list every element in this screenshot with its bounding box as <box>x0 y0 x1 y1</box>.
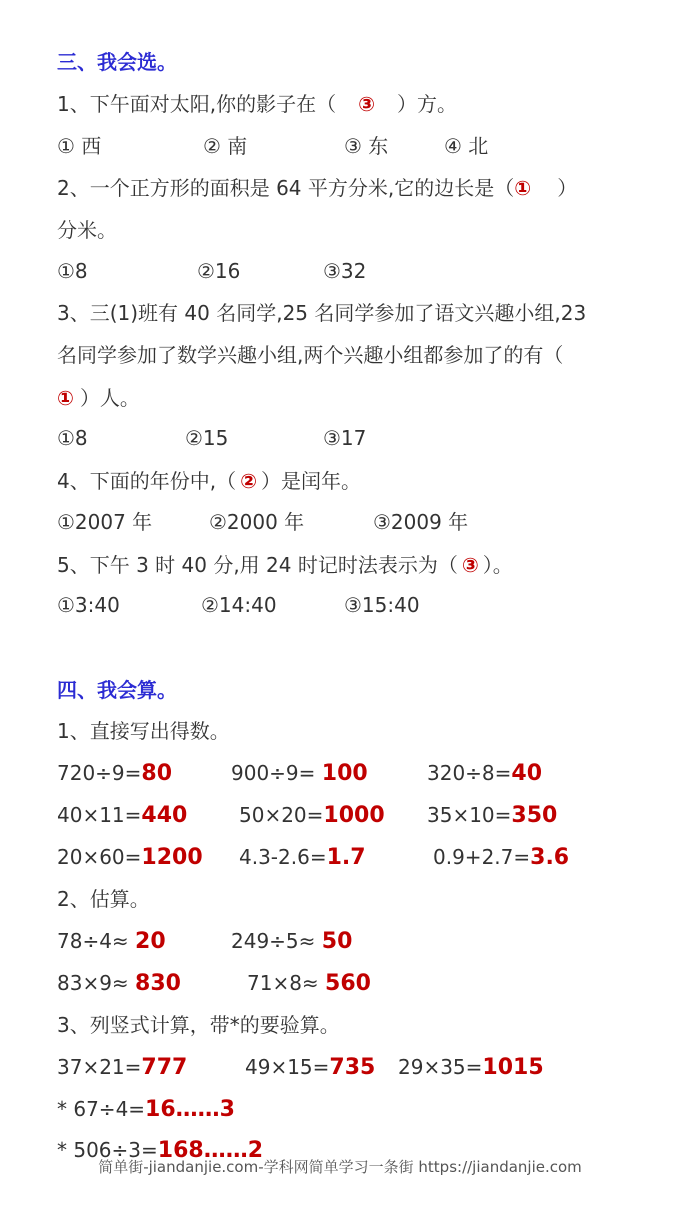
expression: 49×15= <box>245 1055 330 1079</box>
answer: 350 <box>511 803 558 828</box>
option: ②16 <box>197 259 241 283</box>
question-3-line2: 名同学参加了数学兴趣小组,两个兴趣小组都参加了的有（ <box>57 343 564 367</box>
question-4-text: 4、下面的年份中,（ <box>57 469 237 493</box>
answer: 80 <box>141 761 173 786</box>
question-1-answer: ③ <box>358 92 376 116</box>
question-5 <box>57 551 513 579</box>
option: ② 南 <box>203 134 248 158</box>
estimate-row <box>57 927 352 956</box>
question-4-tail: ）是闰年。 <box>261 469 362 493</box>
question-3-options <box>57 424 366 452</box>
calc-row <box>57 843 569 872</box>
question-2-line2: 分米。 <box>57 218 117 242</box>
expression: 0.9+2.7= <box>433 845 531 869</box>
part-2-title: 2、估算。 <box>57 887 150 911</box>
option: ③32 <box>323 259 367 283</box>
answer: 830 <box>135 971 181 996</box>
part-3-title: 3、列竖式计算，带*的要验算。 <box>57 1013 340 1037</box>
answer: 20 <box>135 929 166 954</box>
expression: 78÷4≈ <box>57 929 136 953</box>
question-5-answer: ③ <box>461 553 479 577</box>
expression: 37×21= <box>57 1055 142 1079</box>
question-2-options <box>57 257 366 285</box>
answer: 1015 <box>482 1055 544 1080</box>
calc-row <box>57 801 557 830</box>
option: ①3:40 <box>57 593 120 617</box>
option: ① 西 <box>57 134 102 158</box>
question-5-tail: ）。 <box>482 553 513 577</box>
question-4-options <box>57 508 468 536</box>
expression: * 506÷3= <box>57 1138 158 1162</box>
question-4 <box>57 467 361 495</box>
question-1-text: 1、下午面对太阳,你的影子在（ <box>57 92 337 116</box>
question-3-line3 <box>57 384 140 412</box>
vertical-calc-row <box>57 1053 544 1082</box>
expression: 71×8≈ <box>247 971 326 995</box>
question-2 <box>57 174 577 202</box>
answer: 16……3 <box>145 1097 235 1122</box>
question-3-answer: ① <box>57 386 74 410</box>
option: ③17 <box>323 426 367 450</box>
expression: 4.3-2.6= <box>239 845 327 869</box>
answer: 100 <box>321 761 368 786</box>
footer-watermark: 简单街-jiandanjie.com-学科网简单学习一条街 https://jiandanjie.com <box>98 1158 582 1176</box>
option: ②15 <box>185 426 229 450</box>
estimate-row <box>57 969 371 998</box>
expression: 40×11= <box>57 803 142 827</box>
part-1-title: 1、直接写出得数。 <box>57 719 230 743</box>
option: ③15:40 <box>344 593 420 617</box>
answer: 168……2 <box>157 1138 264 1163</box>
option: ③2009 年 <box>373 510 469 534</box>
expression: 35×10= <box>427 803 512 827</box>
option: ③ 东 <box>344 134 389 158</box>
expression: 720÷9= <box>57 761 142 785</box>
answer: 1000 <box>323 803 385 828</box>
question-2-text: 2、一个正方形的面积是 64 平方分米,它的边长是（ <box>57 176 515 200</box>
question-3-line1: 3、三(1)班有 40 名同学,25 名同学参加了语文兴趣小组,23 <box>57 301 587 325</box>
expression: 83×9≈ <box>57 971 136 995</box>
question-3-tail: ）人。 <box>79 386 140 410</box>
question-1-options <box>57 132 488 160</box>
option: ②2000 年 <box>209 510 305 534</box>
question-5-options <box>57 591 420 619</box>
answer: 1200 <box>141 845 203 870</box>
answer: 440 <box>141 803 188 828</box>
question-5-text: 5、下午 3 时 40 分,用 24 时记时法表示为（ <box>57 553 458 577</box>
expression: 29×35= <box>398 1055 483 1079</box>
question-2-answer: ① <box>514 176 532 200</box>
option: ①2007 年 <box>57 510 153 534</box>
option: ①8 <box>57 259 88 283</box>
answer: 560 <box>325 971 371 996</box>
vertical-calc-row <box>57 1095 235 1124</box>
expression: 900÷9= <box>231 761 322 785</box>
section-3-heading: 三、我会选。 <box>57 50 177 74</box>
section-4-heading: 四、我会算。 <box>57 678 177 702</box>
question-1-tail: ）方。 <box>397 92 458 116</box>
expression: 50×20= <box>239 803 324 827</box>
question-1 <box>57 90 457 118</box>
expression: * 67÷4= <box>57 1097 146 1121</box>
answer: 50 <box>321 929 353 954</box>
option: ④ 北 <box>444 134 489 158</box>
question-4-answer: ② <box>240 469 258 493</box>
answer: 40 <box>511 761 543 786</box>
calc-row <box>57 759 542 788</box>
question-2-tail: ） <box>557 176 578 200</box>
expression: 320÷8= <box>427 761 512 785</box>
answer: 3.6 <box>530 845 570 870</box>
expression: 249÷5≈ <box>231 929 322 953</box>
option: ②14:40 <box>201 593 277 617</box>
answer: 735 <box>329 1055 376 1080</box>
answer: 777 <box>141 1055 188 1080</box>
option: ①8 <box>57 426 88 450</box>
expression: 20×60= <box>57 845 142 869</box>
answer: 1.7 <box>326 845 366 870</box>
